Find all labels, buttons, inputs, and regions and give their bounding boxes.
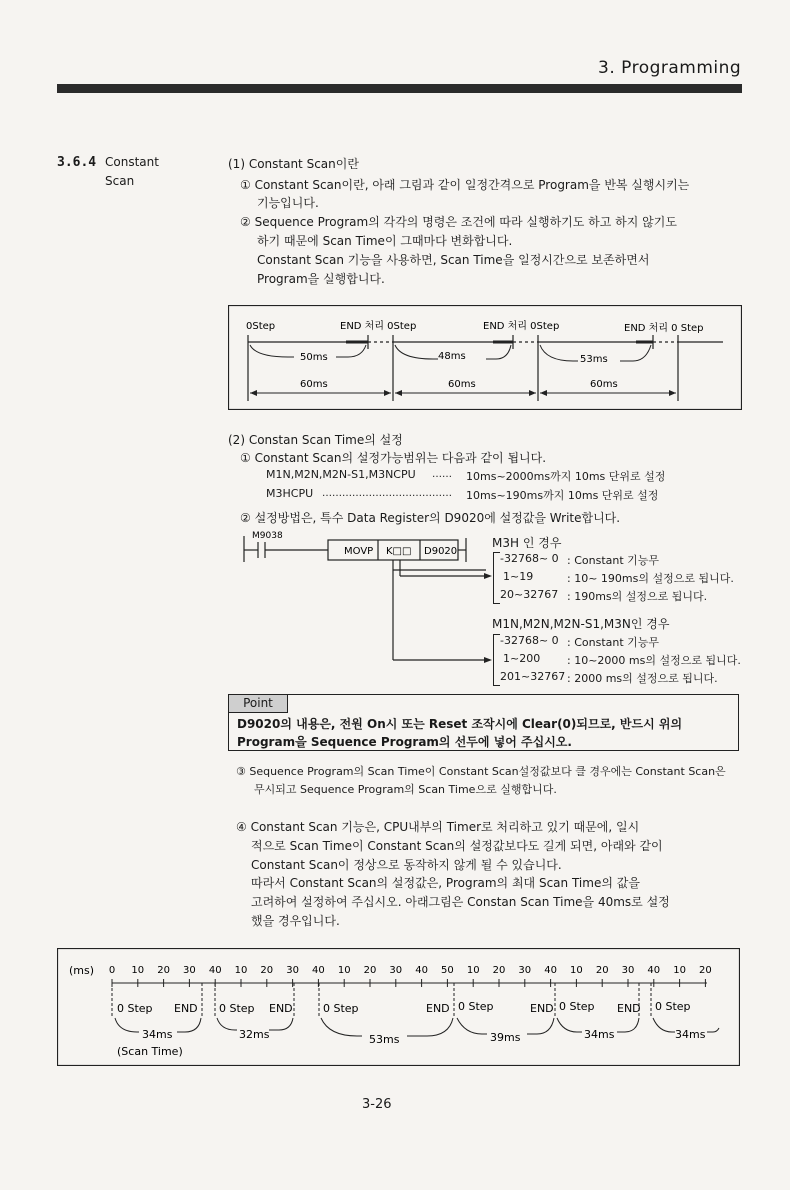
overrun-timing-diagram	[57, 948, 740, 1066]
range1-cpu: M1N,M2N,M2N-S1,M3NCPU	[266, 468, 416, 481]
part1-item1-line1: ① Constant Scan이란, 아래 그림과 같이 일정간격으로 Program을 반복 실행시키는	[240, 178, 690, 192]
d2-tick-label: 10	[131, 965, 145, 976]
d1-period-2: 60ms	[590, 379, 618, 390]
item4-line1: ④ Constant Scan 기능은, CPU내부의 Timer로 처리하고 있기 때문에, 일시	[236, 820, 640, 834]
d2-end-1: END	[269, 1002, 293, 1015]
d1-label-2: END 처리 0Step	[483, 321, 560, 332]
header-rule	[57, 84, 742, 93]
m3h-title: M3H 인 경우	[492, 536, 562, 550]
chapter-title: 3. Programming	[598, 58, 742, 78]
part2-item1: ① Constant Scan의 설정가능범위는 다음과 같이 됩니다.	[240, 451, 547, 465]
d2-tick-label: 10	[234, 965, 248, 976]
part1-item2-line1: ② Sequence Program의 각각의 명령은 조건에 따라 실행하기도 하고 하지 않기도	[240, 215, 677, 229]
d2-tick-label: 20	[699, 965, 712, 976]
constant-scan-timing-diagram	[228, 305, 742, 410]
d2-duration-5: 34ms	[675, 1028, 706, 1041]
d2-tick-label: 20	[260, 965, 274, 976]
range2-range: 10ms~190ms까지 10ms 단위로 설정	[466, 489, 659, 502]
d2-tick-label: 30	[621, 965, 635, 976]
part1-item1-line2: 기능입니다.	[257, 196, 319, 210]
d2-tick-label: 10	[570, 965, 583, 976]
d2-duration-3: 39ms	[490, 1031, 521, 1044]
d2-duration-0: 34ms	[142, 1028, 173, 1041]
d2-tick-label: 40	[544, 965, 557, 976]
section-title-line2: Scan	[105, 174, 135, 188]
d1-scan-time-1: 48ms	[438, 351, 466, 362]
d2-end-0: END	[174, 1002, 198, 1015]
point-line2: Program을 Sequence Program의 선두에 넣어 주십시오.	[237, 735, 572, 749]
part2-heading: (2) Constan Scan Time의 설정	[228, 433, 403, 447]
ladder-diagram	[228, 528, 498, 678]
d2-end-2: END	[426, 1002, 450, 1015]
d2-step-4: 0 Step	[559, 1000, 595, 1013]
ladder-operand-d: D9020	[424, 546, 458, 557]
item4-line2: 적으로 Scan Time이 Constant Scan의 설정값보다도 길게 되면, 아래와 같이	[251, 839, 663, 853]
d2-tick-label: 50	[441, 965, 454, 976]
range2-dots: …………………………………	[322, 488, 452, 499]
d1-scan-time-0: 50ms	[300, 352, 328, 363]
d1-scan-time-2: 53ms	[580, 354, 608, 365]
range2-cpu: M3HCPU	[266, 487, 314, 500]
m1n-row2-range: 1~200	[503, 652, 541, 665]
point-box	[228, 694, 739, 751]
d2-tick-label: 20	[363, 965, 377, 976]
ladder-operand-k: K□□	[386, 546, 412, 557]
d1-label-3: END 처리 0 Step	[624, 323, 704, 334]
m1n-bracket	[493, 634, 500, 686]
d2-tick-label: 30	[286, 965, 299, 976]
d2-tick-label: 40	[312, 965, 325, 976]
part2-item2: ② 설정방법은, 특수 Data Register의 D9020에 설정값을 Write합니다.	[240, 511, 621, 525]
m3h-row2-desc: : 10~ 190ms의 설정으로 됩니다.	[567, 572, 734, 585]
ladder-instruction: MOVP	[344, 546, 374, 557]
d2-tick-label: 30	[518, 965, 532, 976]
d2-step-0: 0 Step	[117, 1002, 153, 1015]
m3h-row3-range: 20~32767	[500, 588, 559, 601]
section-title-line1: Constant	[105, 155, 159, 169]
item3-line1: ③ Sequence Program의 Scan Time이 Constant Scan설정값보다 클 경우에는 Constant Scan은	[236, 765, 726, 778]
d2-tick-label: 30	[389, 965, 403, 976]
d2-tick-label: 20	[157, 965, 170, 976]
part1-heading: (1) Constant Scan이란	[228, 157, 359, 171]
d1-label-1: END 처리 0Step	[340, 321, 417, 332]
d2-step-1: 0 Step	[219, 1002, 255, 1015]
d2-duration-4: 34ms	[584, 1028, 615, 1041]
d1-period-0: 60ms	[300, 379, 328, 390]
m3h-row1-desc: : Constant 기능무	[567, 554, 660, 567]
page-number: 3-26	[362, 1097, 392, 1112]
d2-end-3: END	[530, 1002, 554, 1015]
d2-step-5: 0 Step	[655, 1000, 691, 1013]
d2-tick-label: 40	[647, 965, 661, 976]
item4-line5: 고려하여 설정하여 주십시오. 아래그림은 Constan Scan Time을 40ms로 설정	[251, 895, 670, 909]
ladder-contact-label: M9038	[252, 531, 283, 541]
d2-tick-label: 10	[673, 965, 686, 976]
m3h-row1-range: -32768~ 0	[500, 552, 559, 565]
d2-tick-label: 10	[466, 965, 480, 976]
point-line1: D9020의 내용은, 전원 On시 또는 Reset 조작시에 Clear(0)되므로, 반드시 위의	[237, 717, 683, 731]
d2-duration-1: 32ms	[239, 1028, 270, 1041]
d2-scan-time-label: (Scan Time)	[117, 1045, 183, 1058]
d2-tick-label: 20	[492, 965, 506, 976]
d2-tick-label: 40	[415, 965, 428, 976]
m3h-bracket	[493, 552, 500, 604]
m3h-row2-range: 1~19	[503, 570, 534, 583]
item3-line2: 무시되고 Sequence Program의 Scan Time으로 실행합니다.	[254, 783, 557, 796]
d2-end-4: END	[617, 1002, 641, 1015]
d2-unit-label: (ms)	[69, 964, 95, 977]
d2-tick-label: 10	[337, 965, 351, 976]
m1n-row1-desc: : Constant 기능무	[567, 636, 660, 649]
d2-step-3: 0 Step	[458, 1000, 494, 1013]
d1-period-1: 60ms	[448, 379, 476, 390]
d1-label-0: 0Step	[246, 321, 276, 332]
d2-tick-label: 40	[208, 965, 222, 976]
part1-item2-line3: Constant Scan 기능을 사용하면, Scan Time을 일정시간으로 보존하면서	[257, 253, 650, 267]
d2-tick-label: 0	[108, 965, 116, 976]
range1-range: 10ms~2000ms까지 10ms 단위로 설정	[466, 470, 666, 483]
m1n-title: M1N,M2N,M2N-S1,M3N인 경우	[492, 617, 670, 631]
d1-timeline	[248, 335, 723, 401]
m1n-row3-desc: : 2000 ms의 설정으로 됩니다.	[567, 672, 718, 685]
m1n-row3-range: 201~32767	[500, 670, 566, 683]
d2-duration-2: 53ms	[369, 1033, 400, 1046]
item4-line3: Constant Scan이 정상으로 동작하지 않게 될 수 있습니다.	[251, 858, 562, 872]
d2-tick-label: 30	[183, 965, 196, 976]
item4-line4: 따라서 Constant Scan의 설정값은, Program의 최대 Scan Time의 값을	[251, 876, 640, 890]
m3h-row3-desc: : 190ms의 설정으로 됩니다.	[567, 590, 708, 603]
part1-item2-line2: 하기 때문에 Scan Time이 그때마다 변화합니다.	[257, 234, 513, 248]
range1-dots: ……	[432, 469, 452, 480]
d2-tick-label: 20	[595, 965, 609, 976]
point-label: Point	[229, 695, 288, 713]
section-number: 3.6.4	[57, 155, 97, 170]
item4-line6: 했을 경우입니다.	[251, 914, 340, 928]
part1-item2-line4: Program을 실행합니다.	[257, 272, 385, 286]
m1n-row1-range: -32768~ 0	[500, 634, 559, 647]
m1n-row2-desc: : 10~2000 ms의 설정으로 됩니다.	[567, 654, 741, 667]
d2-step-2: 0 Step	[323, 1002, 359, 1015]
